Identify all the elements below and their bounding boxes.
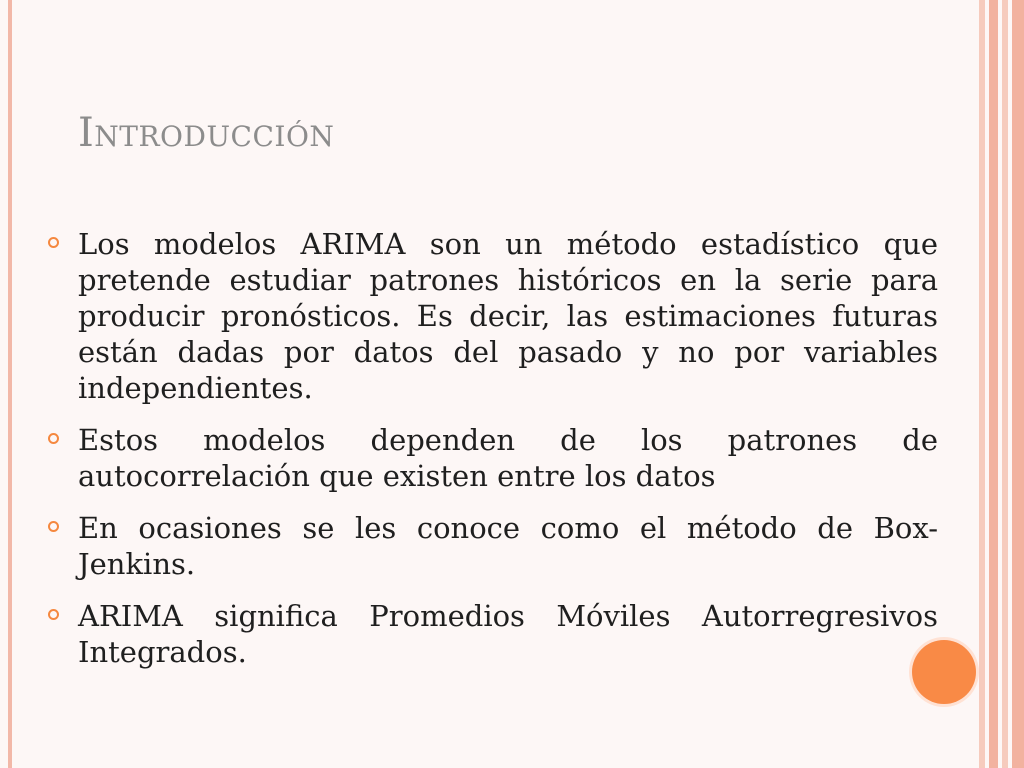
right-border-stripe: [1012, 0, 1024, 768]
right-border-stripe: [989, 0, 998, 768]
bullet-item: [48, 422, 938, 494]
bullet-text: Los modelos ARIMA son un método estadístico que pretende estudiar patrones históricos en la serie para producir pronósticos. Es decir, las estimaciones futuras están dadas por datos del pasado y no por variables independientes.: [78, 227, 938, 405]
bullet-item: [48, 510, 938, 582]
left-border-stripe: [8, 0, 12, 768]
bullet-text: Estos modelos dependen de los patrones de autocorrelación que existen entre los datos: [78, 423, 938, 493]
bullet-item: [48, 226, 938, 406]
circle-bullet-icon: [48, 609, 59, 620]
right-border-stripe: [979, 0, 985, 768]
circle-bullet-icon: [48, 521, 59, 532]
bullet-text: En ocasiones se les conoce como el método de Box-Jenkins.: [78, 511, 938, 581]
bullet-list: [48, 226, 938, 686]
circle-bullet-icon: [48, 433, 59, 444]
bullet-item: [48, 598, 938, 670]
bullet-text: ARIMA significa Promedios Móviles Autorregresivos Integrados.: [78, 599, 938, 669]
slide-title: Introducción: [78, 110, 335, 156]
right-border-stripe: [1002, 0, 1008, 768]
circle-bullet-icon: [48, 237, 59, 248]
decorative-circle: [912, 640, 976, 704]
